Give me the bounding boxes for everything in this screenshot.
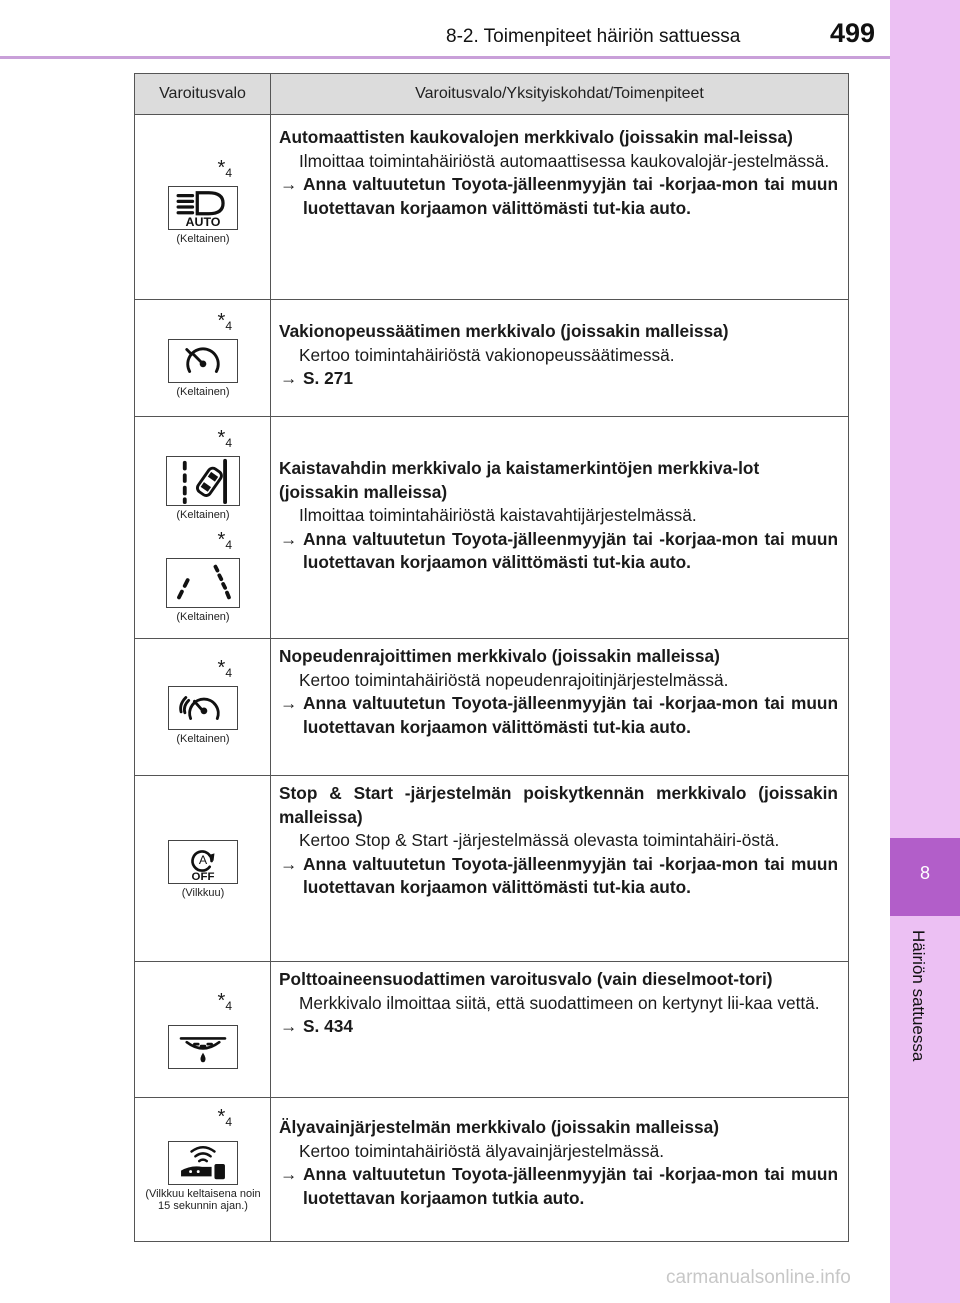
- indicator-description: Kertoo toimintahäiriöstä älyavainjärjestelmässä.: [299, 1140, 664, 1161]
- arrow-icon: →: [280, 853, 298, 874]
- watermark: carmanualsonline.info: [666, 1267, 851, 1288]
- indicator-title: Vakionopeussäätimen merkkivalo (joissakin malleissa): [279, 321, 729, 341]
- svg-text:A: A: [198, 852, 208, 867]
- footnote-marker: $*_4$: [217, 310, 232, 333]
- details-cell: [271, 776, 849, 962]
- indicator-color-label: (Keltainen): [176, 386, 230, 398]
- column-header-details: Varoitusvalo/Yksityiskohdat/Toimenpiteet: [271, 74, 849, 115]
- action-instruction: → Anna valtuutetun Toyota-jälleenmyyjän tai -korjaa-mon tai muun luotettavan korjaamon välittömästi tut-kia auto.: [280, 528, 838, 572]
- arrow-icon: →: [280, 528, 298, 549]
- section-title: 8-2. Toimenpiteet häiriön sattuessa: [446, 26, 741, 47]
- action-instruction: → Anna valtuutetun Toyota-jälleenmyyjän tai -korjaa-mon tai muun luotettavan korjaamon välittömästi tut-kia auto.: [280, 174, 838, 218]
- indicator-cell: [135, 417, 271, 639]
- indicator-description: Kertoo toimintahäiriöstä vakionopeussäätimessä.: [299, 344, 675, 365]
- arrow-icon: →: [280, 693, 298, 713]
- footnote-marker: $*_4$: [217, 157, 232, 180]
- table-row: [135, 300, 849, 417]
- indicator: [168, 429, 238, 521]
- table-row: [135, 639, 849, 776]
- indicator: [168, 836, 238, 899]
- indicator: [168, 159, 238, 245]
- indicator: [145, 1106, 261, 1212]
- indicator: [168, 312, 238, 398]
- indicator-description: Kertoo Stop & Start -järjestelmässä olevasta toimintahäiri-östä.: [299, 830, 780, 850]
- footnote-marker: $*_4$: [217, 427, 232, 450]
- table-row: [135, 1098, 849, 1242]
- indicator-description: Ilmoittaa toimintahäiriöstä kaistavahtijärjestelmässä.: [299, 505, 697, 525]
- page-number: 499: [830, 18, 876, 48]
- chapter-title: Häiriön sattuessa: [909, 930, 928, 1062]
- cruise-control-icon: [168, 339, 238, 383]
- indicator-title: Älyavainjärjestelmän merkkivalo (joissakin malleissa): [279, 1117, 719, 1137]
- details-cell: [271, 417, 849, 639]
- page-header: [0, 0, 890, 58]
- indicator-description: Ilmoittaa toimintahäiriöstä automaattisessa kaukovalojär-jestelmässä.: [299, 150, 830, 171]
- warning-light-table: [134, 73, 849, 1242]
- details-cell: [271, 115, 849, 300]
- action-instruction: → Anna valtuutetun Toyota-jälleenmyyjän tai -korjaa-mon tai muun luotettavan korjaamon tutkia auto.: [280, 1164, 838, 1208]
- auto-high-beam-icon: [168, 186, 238, 230]
- table-row: [135, 115, 849, 300]
- details-cell: [271, 639, 849, 776]
- details-cell: [271, 300, 849, 417]
- indicator-cell: [135, 115, 271, 300]
- indicator-description: Merkkivalo ilmoittaa siitä, että suodattimeen on kertynyt lii-kaa vettä.: [299, 992, 820, 1013]
- indicator-title: Nopeudenrajoittimen merkkivalo (joissakin malleissa): [279, 646, 720, 666]
- lane-departure-icon: [166, 456, 240, 506]
- arrow-icon: →: [280, 1164, 298, 1184]
- details-cell: [271, 962, 849, 1098]
- indicator-color-label: (Keltainen): [176, 509, 230, 521]
- chapter-number: 8: [890, 838, 960, 916]
- indicator: [168, 992, 238, 1069]
- indicator-cell: [135, 776, 271, 962]
- action-instruction: → S. 271: [279, 367, 838, 391]
- fuel-filter-icon: [168, 1025, 238, 1069]
- indicator-description: Kertoo toimintahäiriöstä nopeudenrajoitinjärjestelmässä.: [299, 669, 729, 690]
- indicator: [168, 659, 238, 745]
- chapter-side-tab: [890, 0, 960, 1303]
- indicator-cell: [135, 962, 271, 1098]
- svg-text:AUTO: AUTO: [185, 215, 221, 229]
- arrow-icon: →: [280, 1016, 298, 1036]
- indicator-title: Polttoaineensuodattimen varoitusvalo (vain dieselmoot-tori): [279, 969, 773, 989]
- stop-start-off-icon: [168, 840, 238, 884]
- smart-key-icon: [168, 1141, 238, 1185]
- table-row: [135, 962, 849, 1098]
- indicator-title: Automaattisten kaukovalojen merkkivalo (joissakin mal-leissa): [279, 127, 793, 147]
- arrow-icon: →: [280, 174, 298, 194]
- indicator-color-label: (Keltainen): [176, 611, 230, 623]
- action-instruction: → S. 434: [279, 1015, 838, 1039]
- table-row: [135, 776, 849, 962]
- details-cell: [271, 1098, 849, 1242]
- footnote-marker: $*_4$: [217, 990, 232, 1013]
- action-instruction: → Anna valtuutetun Toyota-jälleenmyyjän tai -korjaa-mon tai muun luotettavan korjaamon välittömästi tut-kia auto.: [280, 853, 838, 897]
- indicator-title: Kaistavahdin merkkivalo ja kaistamerkintöjen merkkiva-lot (joissakin malleissa): [279, 458, 760, 502]
- header-divider: [0, 56, 890, 59]
- indicator-cell: [135, 639, 271, 776]
- column-header-warning-light: Varoitusvalo: [135, 74, 271, 115]
- indicator-color-label: (Vilkkuu keltaisena noin 15 sekunnin ajan.): [145, 1188, 261, 1212]
- lane-markings-icon: [166, 558, 240, 608]
- indicator: [168, 531, 238, 623]
- indicator-title: Stop & Start -järjestelmän poiskytkennän merkkivalo (joissakin malleissa): [279, 783, 838, 827]
- svg-text:OFF: OFF: [191, 871, 215, 883]
- indicator-color-label: (Keltainen): [176, 733, 230, 745]
- footnote-marker: $*_4$: [217, 657, 232, 680]
- speed-limiter-icon: [168, 686, 238, 730]
- indicator-color-label: (Keltainen): [176, 233, 230, 245]
- arrow-icon: →: [280, 368, 298, 388]
- footnote-marker: $*_4$: [217, 529, 232, 552]
- indicator-color-label: (Vilkkuu): [181, 887, 225, 899]
- indicator-cell: [135, 300, 271, 417]
- action-instruction: → Anna valtuutetun Toyota-jälleenmyyjän tai -korjaa-mon tai muun luotettavan korjaamon välittömästi tut-kia auto.: [280, 693, 838, 737]
- table-row: [135, 417, 849, 639]
- table-header-row: [135, 74, 849, 115]
- footnote-marker: $*_4$: [217, 1106, 232, 1129]
- indicator-cell: [135, 1098, 271, 1242]
